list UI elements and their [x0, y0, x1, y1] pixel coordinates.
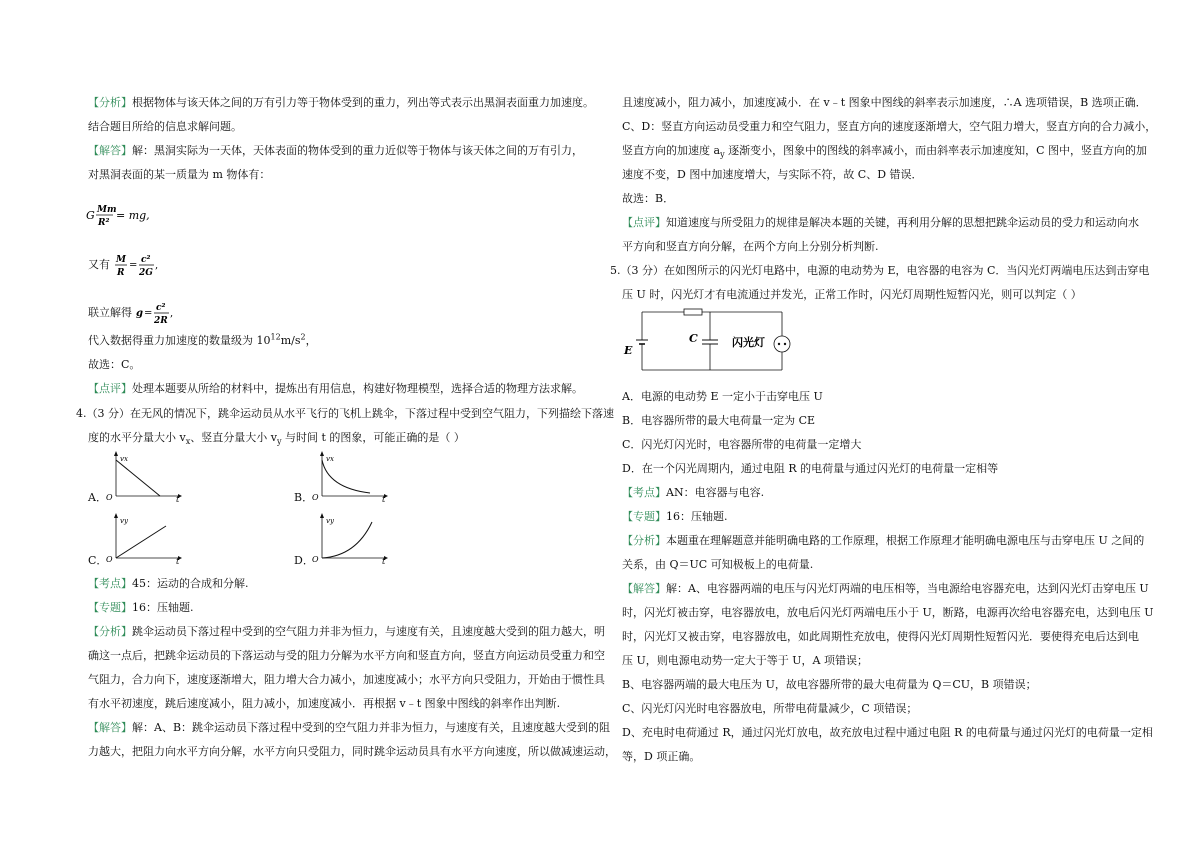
- q4-answer: 故选：B．: [622, 192, 675, 205]
- question-5-line-1: 5.（3 分）在如图所示的闪光灯电路中，电源的电动势为 E，电容器的电容为 C．当闪光灯两端电压达到击穿电: [610, 264, 1150, 277]
- q4-solution-5: [622, 144, 1147, 158]
- graph-c-y-arrow: [114, 513, 118, 518]
- svg-text:=: =: [143, 308, 152, 319]
- q4-solution-5-sub: y: [720, 150, 725, 160]
- q5-solution-5: B、电容器两端的最大电压为 U，故电容器所带的最大电荷量为 Q＝CU，B 项错误；: [622, 678, 1037, 691]
- emf-label: E: [624, 344, 633, 357]
- graph-d: [310, 512, 390, 564]
- solution-text-2: 对黑洞表面的某一质量为 m 物体有：: [88, 168, 271, 181]
- svg-text:c²: c²: [140, 255, 150, 265]
- q4-solution-6: 速度不变，D 图中加速度增大，与实际不符，故 C、D 错误．: [622, 168, 923, 181]
- section-tag: 【分析】: [622, 534, 666, 547]
- magnitude-comma: ，: [305, 334, 317, 347]
- q5-solution-1: 【解答】解：A、电容器两端的电压与闪光灯两端的电压相等，当电源给电容器充电，达到闪光灯击穿电压 U: [622, 582, 1149, 595]
- magnitude-exponent: 12: [270, 332, 281, 342]
- capacitor-label: C: [689, 332, 698, 345]
- question-4-line-2: [88, 431, 465, 445]
- flash-circuit-diagram: [622, 304, 802, 378]
- analysis-text-2: 结合题目所给的信息求解问题。: [88, 120, 242, 133]
- graph-b-xlabel: t: [382, 495, 386, 502]
- section-tag: 【点评】: [622, 216, 666, 229]
- q5-solution-4: 压 U，则电源电动势一定大于等于 U，A 项错误；: [622, 654, 868, 667]
- solution-text: 【解答】解：黑洞实际为一天体，天体表面的物体受到的重力近似等于物体与该天体之间的万有引力，: [88, 144, 583, 157]
- q5-solution-6: C、闪光灯闪光时电容器放电，所带电荷量减少，C 项错误；: [622, 702, 918, 715]
- svg-text:2R: 2R: [153, 316, 168, 326]
- svg-text:Mm: Mm: [97, 205, 117, 215]
- graph-a-ylabel: vx: [120, 455, 128, 463]
- q4-solution-5a: 竖直方向的加速度 a: [622, 144, 721, 157]
- lamp-electrode-left: [778, 343, 780, 345]
- section-tag: 【解答】: [88, 144, 132, 157]
- graph-a-line: [116, 460, 160, 496]
- graph-c-ylabel: vy: [120, 517, 128, 525]
- graph-a: [104, 450, 184, 502]
- graph-d-xlabel: t: [382, 557, 386, 564]
- q5-analysis-1: 【分析】本题重在理解题意并能明确电路的工作原理，根据工作原理才能明确电源电压与击穿电压 U 之间的: [622, 534, 1145, 547]
- section-tag: 【点评】: [88, 382, 132, 395]
- svg-text:=: =: [128, 260, 137, 271]
- svg-text:G: G: [86, 209, 95, 222]
- graph-b-y-arrow: [320, 451, 324, 456]
- section-tag: 【考点】: [88, 577, 132, 590]
- q4-solution-5b: 逐渐变小，图象中的图线的斜率减小，而由斜率表示加速度知，C 图中，竖直方向的加: [724, 144, 1148, 157]
- q4-analysis-4: 有水平初速度，跳后速度减小，阻力减小，加速度减小．再根据 v﹣t 图象中图线的斜率作出判断.: [88, 697, 561, 710]
- lamp-electrode-right: [784, 343, 786, 345]
- q5-solution-3: 时，闪光灯又被击穿，电容器放电，如此周期性充放电，使得闪光灯周期性短暂闪光．要使得充电后达到电: [622, 630, 1139, 643]
- knowledge-point: 【考点】45：运动的合成和分解.: [88, 577, 249, 590]
- svg-text:g: g: [135, 308, 143, 319]
- svg-text:R²: R²: [98, 218, 110, 227]
- graph-d-y-arrow: [320, 513, 324, 518]
- graph-b-curve: [322, 460, 370, 493]
- q4-analysis-1: 【分析】跳伞运动员下落过程中受到的空气阻力并非为恒力，与速度有关，且速度越大受到的阻力越大，明: [88, 625, 605, 638]
- svg-text:2G: 2G: [138, 268, 153, 278]
- q5-solution-2: 时，闪光灯被击穿，电容器放电，放电后闪光灯两端电压小于 U，断路，电源再次给电容器充电，达到电压 U: [622, 606, 1154, 619]
- option-d-label: D．: [294, 554, 314, 567]
- q5-solution-8: 等，D 项正确。: [622, 750, 701, 763]
- equation-3-svg: [136, 300, 186, 326]
- svg-text:M: M: [115, 255, 126, 265]
- q4-sub-y: y: [276, 437, 282, 447]
- q4-solution-3: 且速度减小，阻力减小，加速度减小．在 v﹣t 图象中图线的斜率表示加速度，∴A 选项错误，B 选项正确．: [622, 96, 1147, 109]
- q4-analysis-2: 确这一点后，把跳伞运动员的下落运动与受的阻力分解为水平方向和竖直方向，竖直方向运动员受重力和空: [88, 649, 605, 662]
- option-a-label: A．: [88, 491, 107, 504]
- q4-text-c: 与时间 t 的图象，可能正确的是（ ）: [281, 431, 465, 444]
- answer-line: 故选：C。: [88, 358, 141, 371]
- option-b-label: B．: [294, 491, 314, 504]
- graph-b-origin: O: [312, 493, 319, 502]
- q4-solution-4: C、D：竖直方向运动员受重力和空气阻力，竖直方向的速度逐渐增大，空气阻力增大，竖直方向的合力减小，: [622, 120, 1157, 133]
- q5-option-b: B．电容器所带的最大电荷量一定为 CE: [622, 414, 816, 427]
- section-tag: 【解答】: [88, 721, 132, 734]
- option-c-label: C．: [88, 554, 108, 567]
- question-5-line-2: 压 U 时，闪光灯才有电流通过并发光，正常工作时，闪光灯周期性短暂闪光，则可以判定（ ）: [622, 288, 1082, 301]
- q4-analysis-3: 气阻力，合力向下，速度逐渐增大，阻力增大合力减小，加速度减小；水平方向只受阻力，开始由于惯性具: [88, 673, 605, 686]
- q5-solution-7: D、充电时电荷通过 R，通过闪光灯放电，故充放电过程中通过电阻 R 的电荷量与通过闪光灯的电荷量一定相: [622, 726, 1153, 739]
- svg-text:c²: c²: [155, 303, 165, 313]
- question-4-line-1: 4.（3 分）在无风的情况下，跳伞运动员从水平飞行的飞机上跳伞，下落过程中受到空气阻力，下列描绘下落速: [76, 407, 614, 420]
- section-tag: 【分析】: [88, 625, 132, 638]
- svg-text:= mg,: = mg,: [116, 209, 150, 222]
- q4-sub-x: x: [185, 437, 191, 447]
- graph-c-origin: O: [106, 555, 113, 564]
- q4-comment-2: 平方向和竖直方向分解，在两个方向上分别分析判断.: [622, 240, 879, 253]
- magnitude-text: 代入数据得重力加速度的数量级为 10: [88, 334, 271, 347]
- section-tag: 【专题】: [88, 601, 132, 614]
- q5-option-c: C．闪光灯闪光时，电容器所带的电荷量一定增大: [622, 438, 862, 451]
- q4-solution-1: 【解答】解：A、B：跳伞运动员下落过程中受到的空气阻力并非为恒力，与速度有关，且速度越大受到的阻: [88, 721, 611, 734]
- magnitude-line: [88, 334, 317, 348]
- lamp-label: 闪光灯: [732, 336, 765, 349]
- section-tag: 【专题】: [622, 510, 666, 523]
- q5-option-d: D．在一个闪光周期内，通过电阻 R 的电荷量与通过闪光灯的电荷量一定相等: [622, 462, 999, 475]
- equation-2-line: [88, 252, 164, 278]
- q5-analysis-2: 关系，由 Q＝UC 可知极板上的电荷量.: [622, 558, 814, 571]
- resistor-r: [684, 309, 702, 315]
- equation-1-svg: [86, 203, 166, 227]
- analysis-text: 【分析】根据物体与该天体之间的万有引力等于物体受到的重力，列出等式表示出黑洞表面重力加速度。: [88, 96, 594, 109]
- q5-option-a: A．电源的电动势 E 一定小于击穿电压 U: [622, 390, 823, 403]
- lamp-circle: [774, 336, 790, 352]
- q4-comment-1: 【点评】知道速度与所受阻力的规律是解决本题的关键，再利用分解的思想把跳伞运动员的受力和运动向水: [622, 216, 1139, 229]
- graph-d-curve: [322, 522, 372, 558]
- equation-3-prefix: 联立解得: [88, 306, 132, 319]
- equation-1: [86, 203, 166, 231]
- equation-2-prefix: 又有: [88, 258, 110, 271]
- comment-line: 【点评】处理本题要从所给的材料中，提炼出有用信息，构建好物理模型，选择合适的物理方法求解。: [88, 382, 583, 395]
- graph-d-ylabel: vy: [326, 517, 334, 525]
- q5-topic: 【专题】16：压轴题.: [622, 510, 728, 523]
- section-tag: 【解答】: [622, 582, 666, 595]
- graph-c-xlabel: t: [176, 557, 180, 564]
- graph-b-ylabel: vx: [326, 455, 334, 463]
- graph-a-xlabel: t: [176, 495, 180, 502]
- q4-solution-2: 力越大，把阻力向水平方向分解，水平方向只受阻力，同时跳伞运动员具有水平方向速度，所以做减速运动，: [88, 745, 616, 758]
- svg-text:,: ,: [154, 260, 158, 271]
- graph-c: [104, 512, 184, 564]
- q4-text-a: 度的水平分量大小 v: [88, 431, 186, 444]
- graph-a-origin: O: [106, 493, 113, 502]
- svg-text:R: R: [116, 268, 124, 278]
- unit-exponent: 2: [300, 332, 306, 342]
- equation-3-line: [88, 300, 186, 326]
- q5-knowledge-point: 【考点】AN：电容器与电容.: [622, 486, 765, 499]
- graph-d-origin: O: [312, 555, 319, 564]
- graph-a-y-arrow: [114, 451, 118, 456]
- equation-2-svg: [114, 252, 164, 278]
- topic-line: 【专题】16：压轴题.: [88, 601, 194, 614]
- magnitude-unit: m/s: [280, 334, 301, 347]
- section-tag: 【分析】: [88, 96, 132, 109]
- section-tag: 【考点】: [622, 486, 666, 499]
- graph-b: [310, 450, 390, 502]
- graph-c-line: [116, 526, 166, 558]
- q4-text-b: 、竖直分量大小 v: [190, 431, 277, 444]
- svg-text:,: ,: [169, 308, 173, 319]
